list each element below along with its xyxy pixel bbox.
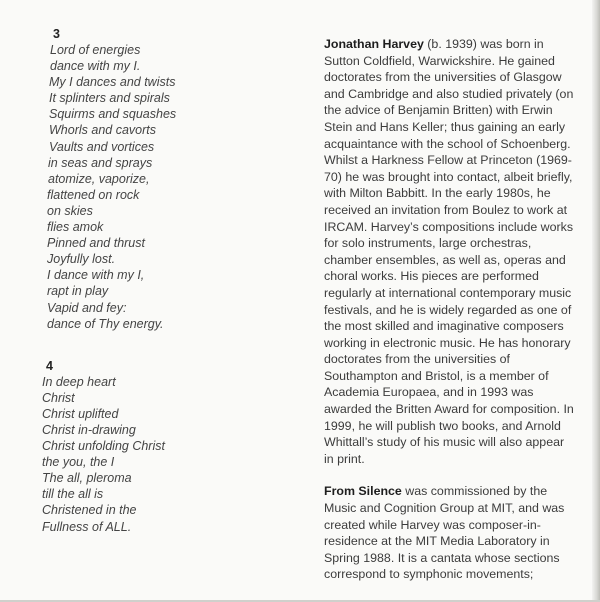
poem-column bbox=[42, 26, 287, 535]
poem-line: It splinters and spirals bbox=[49, 91, 170, 106]
poem-line: Pinned and thrust bbox=[47, 236, 145, 251]
poem-line: atomize, vaporize, bbox=[48, 171, 150, 186]
work-description-text: was commissioned by the Music and Cognition Group at MIT, and was created while Harvey was composer-in-residence at the MIT Media Laboratory in Spring 1988. It is a cantata whose sections correspond to symphonic movements; bbox=[324, 484, 565, 582]
poem-line: Squirms and squashes bbox=[49, 107, 177, 122]
poem-line: in seas and sprays bbox=[48, 155, 153, 170]
poem-line: Christ uplifted bbox=[42, 406, 119, 421]
poem-line: Christ bbox=[42, 390, 75, 405]
page-fold-edge bbox=[592, 0, 600, 602]
poem-line: rapt in play bbox=[47, 284, 109, 299]
stanza-number: 4 bbox=[46, 358, 53, 373]
poem-line: Christ unfolding Christ bbox=[42, 439, 165, 454]
work-description-paragraph bbox=[324, 483, 574, 583]
work-title: From Silence bbox=[324, 484, 402, 499]
stanza-lines bbox=[47, 42, 287, 332]
poem-line: Lord of energies bbox=[50, 43, 141, 57]
poem-line: Fullness of ALL. bbox=[42, 519, 132, 534]
biography-column bbox=[324, 36, 574, 583]
poem-line: My I dances and twists bbox=[49, 75, 176, 90]
stanza-3 bbox=[47, 26, 287, 332]
stanza-lines bbox=[42, 374, 287, 535]
poem-line: flies amok bbox=[47, 220, 104, 235]
poem-line: I dance with my I, bbox=[47, 268, 145, 283]
poem-line: till the all is bbox=[42, 487, 104, 502]
stanza-4 bbox=[42, 358, 287, 535]
biography-text: (b. 1939) was born in Sutton Coldfield, Warwickshire. He gained doctorates from the universities of Glasgow and Cambridge and also studied privately (on the advice of Benjamin Britten) with Erwin Stein and Hans Keller; thus gaining an early acquaintance with the school of Schoenberg. Whilst a Harkness Fellow at Princeton (1969-70) he was brought into contact, albeit briefly, with Milton Babbitt. In the early 1980s, he received an invitation from Boulez to work at IRCAM. Harvey’s compositions include works for solo instruments, large orchestras, chamber ensembles, as well as, operas and choral works. His pieces are performed regularly at international contemporary music festivals, and he is widely regarded as one of the most skilled and imaginative composers working in electronic music. He has honorary doctorates from the universities of Southampton and Bristol, is a member of Academia Europaea, and in 1993 was awarded the Britten Award for composition. In 1999, he will publish two books, and Arnold Whittall’s study of his music will also appear in print. bbox=[324, 37, 574, 466]
poem-line: The all, pleroma bbox=[42, 471, 132, 486]
poem-line: the you, the I bbox=[42, 455, 115, 470]
poem-line: on skies bbox=[47, 203, 93, 218]
poem-line: Vaults and vortices bbox=[49, 139, 155, 154]
poem-line: Whorls and cavorts bbox=[49, 123, 156, 138]
poem-line: In deep heart bbox=[42, 374, 116, 389]
poem-line: Joyfully lost. bbox=[47, 252, 116, 267]
biography-paragraph bbox=[324, 36, 574, 467]
poem-line: dance with my I. bbox=[50, 59, 141, 74]
poem-line: dance of Thy energy. bbox=[47, 316, 164, 331]
poem-line: Christ in-drawing bbox=[42, 422, 136, 437]
stanza-number: 3 bbox=[53, 27, 60, 41]
composer-name: Jonathan Harvey bbox=[324, 37, 424, 51]
poem-line: flattened on rock bbox=[47, 187, 140, 202]
poem-line: Vapid and fey: bbox=[47, 300, 127, 315]
poem-line: Christened in the bbox=[42, 503, 137, 518]
